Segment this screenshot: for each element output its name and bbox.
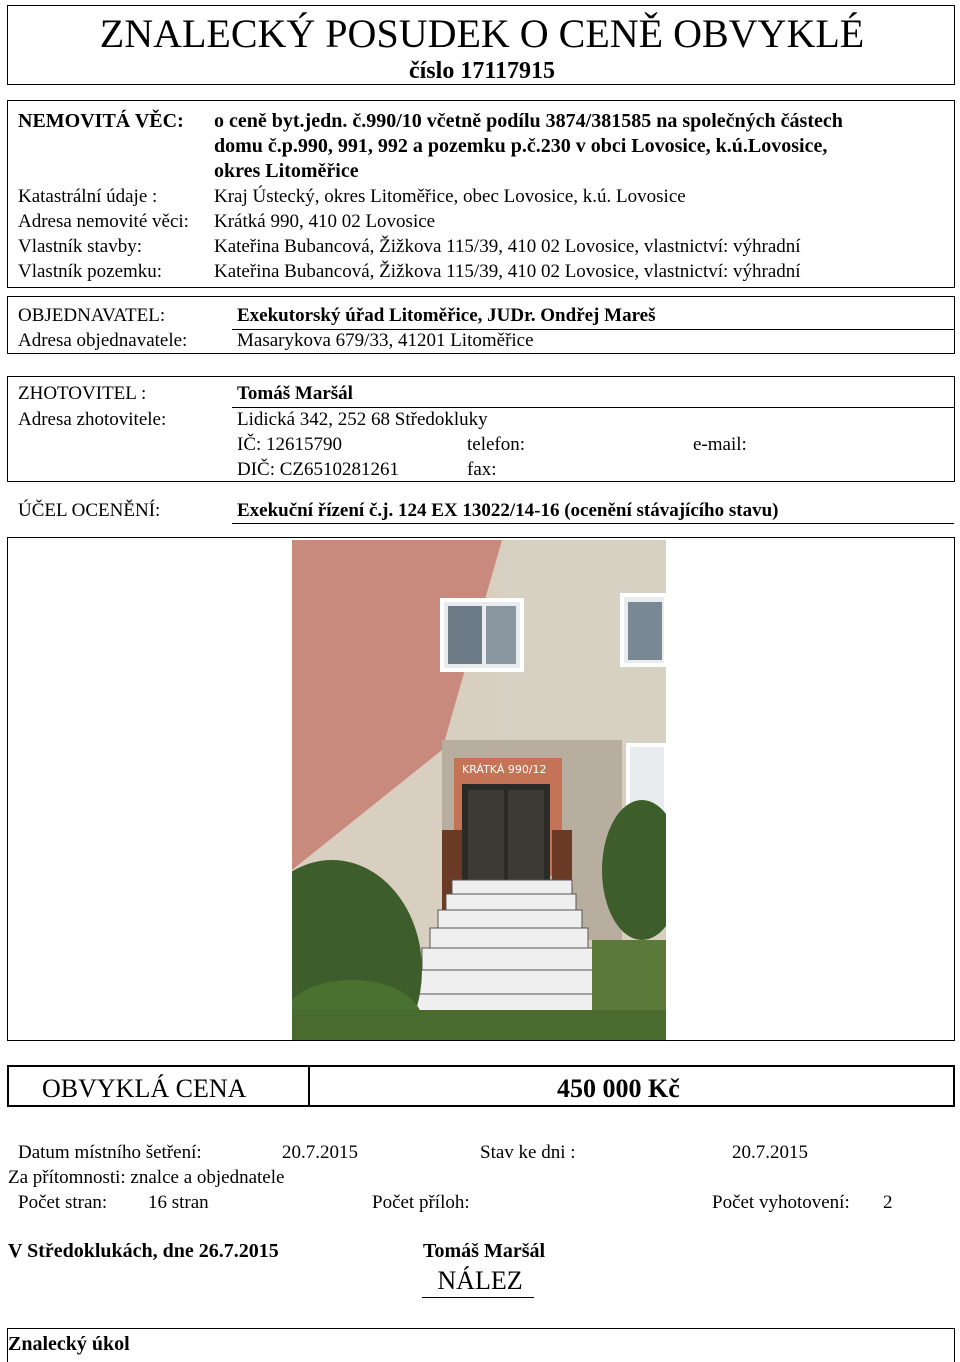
purpose-value: Exekuční řízení č.j. 124 EX 13022/14-16 (ocenění stávajícího stavu) xyxy=(237,500,779,521)
inspection-date: 20.7.2015 xyxy=(282,1142,358,1163)
attachments-label: Počet příloh: xyxy=(372,1192,470,1213)
orderer-address-label: Adresa objednavatele: xyxy=(18,330,188,351)
orderer-label: OBJEDNAVATEL: xyxy=(18,305,166,326)
address-value: Krátká 990, 410 02 Lovosice xyxy=(214,211,436,232)
price-divider xyxy=(308,1066,310,1106)
subsection-title: Znalecký úkol xyxy=(8,1333,130,1355)
contractor-address-label: Adresa zhotovitele: xyxy=(18,409,167,430)
cadastre-label: Katastrální údaje : xyxy=(18,186,158,207)
section-title-underline xyxy=(422,1297,534,1298)
property-line-2: domu č.p.990, 991, 992 a pozemku p.č.230 v obci Lovosice, k.ú.Lovosice, xyxy=(214,135,828,157)
document-number: číslo 17117915 xyxy=(408,58,555,84)
purpose-label: ÚČEL OCENĚNÍ: xyxy=(18,500,161,521)
photo-house-sign: KRÁTKÁ 990/12 xyxy=(462,763,547,776)
copies-label: Počet vyhotovení: xyxy=(712,1192,850,1213)
property-line-3: okres Litoměřice xyxy=(214,160,359,182)
land-owner-label: Vlastník pozemku: xyxy=(18,261,163,282)
address-label: Adresa nemovité věci: xyxy=(18,211,189,232)
contractor-divider xyxy=(232,407,954,408)
land-owner-value: Kateřina Bubancová, Žižkova 115/39, 410 02 Lovosice, vlastnictví: výhradní xyxy=(214,261,801,282)
signature-name: Tomáš Maršál xyxy=(423,1240,546,1262)
contractor-fax-label: fax: xyxy=(467,459,497,480)
copies-value: 2 xyxy=(883,1192,893,1213)
contractor-address-value: Lidická 342, 252 68 Středokluky xyxy=(237,409,488,430)
place-date: V Středoklukách, dne 26.7.2015 xyxy=(8,1240,279,1262)
contractor-bottom-line xyxy=(232,481,692,482)
orderer-divider xyxy=(232,329,954,330)
inspection-label: Datum místního šetření: xyxy=(18,1142,202,1163)
orderer-address-value: Masarykova 679/33, 41201 Litoměřice xyxy=(237,330,534,351)
contractor-dic: DIČ: CZ6510281261 xyxy=(237,459,400,480)
property-label: NEMOVITÁ VĚC: xyxy=(18,110,184,132)
contractor-email-label: e-mail: xyxy=(693,434,747,455)
building-owner-label: Vlastník stavby: xyxy=(18,236,143,257)
document-title: ZNALECKÝ POSUDEK O CENĚ OBVYKLÉ xyxy=(99,11,865,56)
presence-text: Za přítomnosti: znalce a objednatele xyxy=(8,1167,285,1188)
contractor-label: ZHOTOVITEL : xyxy=(18,383,147,404)
purpose-underline xyxy=(232,523,954,524)
cadastre-value: Kraj Ústecký, okres Litoměřice, obec Lovosice, k.ú. Lovosice xyxy=(214,186,686,207)
pages-label: Počet stran: xyxy=(18,1192,108,1213)
building-photo xyxy=(292,540,666,1040)
contractor-ic: IČ: 12615790 xyxy=(237,434,343,455)
property-line-1: o ceně byt.jedn. č.990/10 včetně podílu 3874/381585 na společných částech xyxy=(214,110,843,132)
pages-value: 16 stran xyxy=(148,1192,209,1213)
title-box xyxy=(7,5,955,85)
status-label: Stav ke dni : xyxy=(480,1142,576,1163)
price-label: OBVYKLÁ CENA xyxy=(42,1074,247,1103)
price-value: 450 000 Kč xyxy=(557,1074,680,1103)
findings-box xyxy=(7,1328,955,1362)
status-date: 20.7.2015 xyxy=(732,1142,808,1163)
building-owner-value: Kateřina Bubancová, Žižkova 115/39, 410 02 Lovosice, vlastnictví: výhradní xyxy=(214,236,801,257)
contractor-phone-label: telefon: xyxy=(467,434,526,455)
orderer-value: Exekutorský úřad Litoměřice, JUDr. Ondřej Mareš xyxy=(237,305,656,326)
contractor-value: Tomáš Maršál xyxy=(237,383,353,404)
section-title: NÁLEZ xyxy=(437,1266,523,1295)
